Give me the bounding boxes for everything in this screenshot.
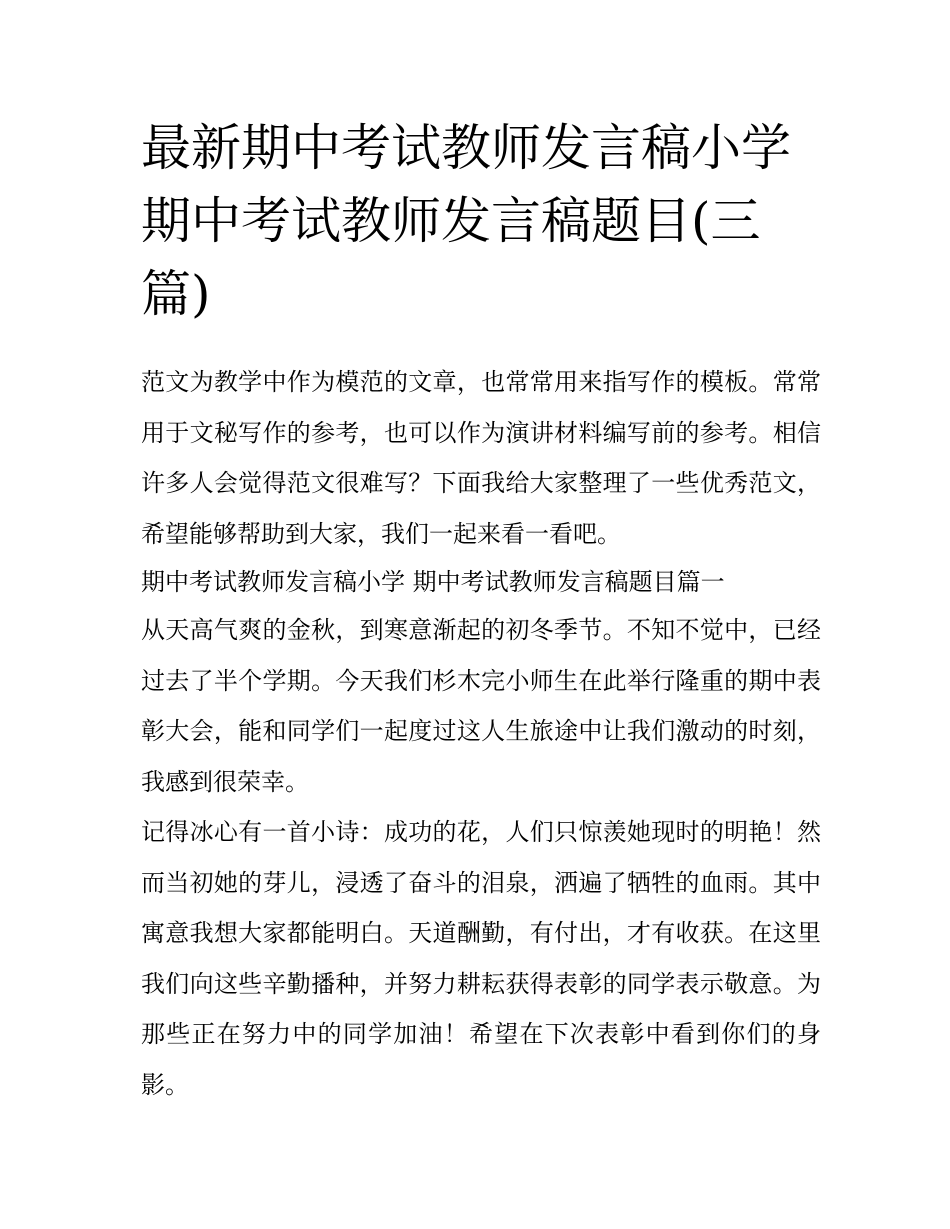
document-body (141, 357, 821, 1110)
body-paragraph-1: 从天高气爽的金秋，到寒意渐起的初冬季节。不知不觉中，已经过去了半个学期。今天我们杉木完小师生在此举行隆重的期中表彰大会，能和同学们一起度过这人生旅途中让我们激动的时刻，我感到很荣幸。 (141, 616, 821, 796)
body-paragraph-2: 记得冰心有一首小诗：成功的花，人们只惊羡她现时的明艳！然而当初她的芽儿，浸透了奋斗的泪泉，洒遍了牺牲的血雨。其中寓意我想大家都能明白。天道酬勤，有付出，才有收获。在这里我们向这些辛勤播种，并努力耕耘获得表彰的同学表示敬意。为那些正在努力中的同学加油！希望在下次表彰中看到你们的身影。 (141, 818, 821, 1099)
document-title: 最新期中考试教师发言稿小学期中考试教师发言稿题目(三篇) (141, 119, 791, 323)
intro-paragraph: 范文为教学中作为模范的文章，也常常用来指写作的模板。常常用于文秘写作的参考，也可以作为演讲材料编写前的参考。相信许多人会觉得范文很难写？下面我给大家整理了一些优秀范文，希望能够帮助到大家，我们一起来看一看吧。 (141, 368, 821, 548)
section-heading: 期中考试教师发言稿小学 期中考试教师发言稿题目篇一 (141, 568, 725, 596)
